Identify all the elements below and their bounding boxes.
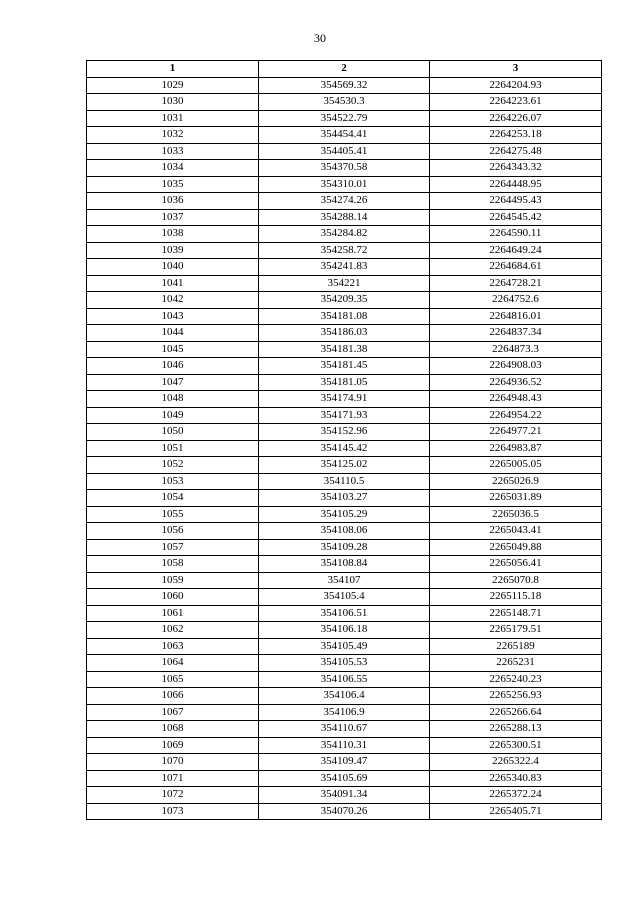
table-cell-col-1: 1043 (87, 308, 259, 325)
table-row (87, 226, 602, 243)
table-body (87, 77, 602, 820)
table-row (87, 490, 602, 507)
table-cell-col-1: 1035 (87, 176, 259, 193)
table-row (87, 622, 602, 639)
table-cell-col-3: 2265049.88 (430, 539, 602, 556)
table-row (87, 440, 602, 457)
table-cell-col-2: 354181.38 (259, 341, 430, 358)
table-cell-col-2: 354105.69 (259, 770, 430, 787)
table-cell-col-1: 1057 (87, 539, 259, 556)
table-cell-col-2: 354106.55 (259, 671, 430, 688)
table-cell-col-2: 354125.02 (259, 457, 430, 474)
table-cell-col-3: 2264752.6 (430, 292, 602, 309)
table-cell-col-3: 2264977.21 (430, 424, 602, 441)
table-cell-col-1: 1049 (87, 407, 259, 424)
table-cell-col-3: 2264908.03 (430, 358, 602, 375)
table-cell-col-2: 354241.83 (259, 259, 430, 276)
table-cell-col-3: 2265070.8 (430, 572, 602, 589)
table-cell-col-1: 1055 (87, 506, 259, 523)
table-cell-col-2: 354370.58 (259, 160, 430, 177)
table-row (87, 638, 602, 655)
table-cell-col-2: 354106.9 (259, 704, 430, 721)
table-cell-col-3: 2264253.18 (430, 127, 602, 144)
table-row (87, 457, 602, 474)
table-cell-col-3: 2264223.61 (430, 94, 602, 111)
table-cell-col-1: 1069 (87, 737, 259, 754)
table-cell-col-3: 2265026.9 (430, 473, 602, 490)
table-cell-col-1: 1051 (87, 440, 259, 457)
table-cell-col-1: 1062 (87, 622, 259, 639)
table-cell-col-1: 1045 (87, 341, 259, 358)
table-cell-col-1: 1047 (87, 374, 259, 391)
table-row (87, 193, 602, 210)
table-cell-col-2: 354569.32 (259, 77, 430, 94)
table-cell-col-1: 1070 (87, 754, 259, 771)
table-row (87, 374, 602, 391)
table-cell-col-1: 1067 (87, 704, 259, 721)
table-cell-col-1: 1058 (87, 556, 259, 573)
table-row (87, 556, 602, 573)
table-cell-col-2: 354110.5 (259, 473, 430, 490)
table-cell-col-1: 1056 (87, 523, 259, 540)
table-cell-col-3: 2264684.61 (430, 259, 602, 276)
table-cell-col-2: 354405.41 (259, 143, 430, 160)
table-row (87, 754, 602, 771)
table-cell-col-1: 1030 (87, 94, 259, 111)
table-cell-col-1: 1060 (87, 589, 259, 606)
table-cell-col-2: 354108.84 (259, 556, 430, 573)
table-cell-col-2: 354109.28 (259, 539, 430, 556)
table-row (87, 358, 602, 375)
table-row (87, 407, 602, 424)
table-cell-col-2: 354258.72 (259, 242, 430, 259)
table-cell-col-3: 2265372.24 (430, 787, 602, 804)
table-cell-col-1: 1031 (87, 110, 259, 127)
table-row (87, 506, 602, 523)
table-row (87, 803, 602, 820)
table-cell-col-1: 1041 (87, 275, 259, 292)
table-row (87, 539, 602, 556)
table-cell-col-2: 354174.91 (259, 391, 430, 408)
table-row (87, 94, 602, 111)
table-row (87, 176, 602, 193)
table-cell-col-2: 354181.05 (259, 374, 430, 391)
table-cell-col-1: 1064 (87, 655, 259, 672)
table-cell-col-3: 2265405.71 (430, 803, 602, 820)
table-cell-col-2: 354310.01 (259, 176, 430, 193)
table-cell-col-2: 354284.82 (259, 226, 430, 243)
table-cell-col-1: 1063 (87, 638, 259, 655)
table-cell-col-1: 1072 (87, 787, 259, 804)
table-cell-col-1: 1034 (87, 160, 259, 177)
table-cell-col-1: 1042 (87, 292, 259, 309)
table-cell-col-3: 2265266.64 (430, 704, 602, 721)
table-cell-col-1: 1053 (87, 473, 259, 490)
table-row (87, 292, 602, 309)
table-row (87, 688, 602, 705)
table-row (87, 704, 602, 721)
table-cell-col-2: 354152.96 (259, 424, 430, 441)
table-cell-col-3: 2265340.83 (430, 770, 602, 787)
table-cell-col-2: 354171.93 (259, 407, 430, 424)
table-row (87, 341, 602, 358)
table-cell-col-3: 2265322.4 (430, 754, 602, 771)
table-cell-col-3: 2264728.21 (430, 275, 602, 292)
table-cell-col-3: 2264275.48 (430, 143, 602, 160)
table-cell-col-2: 354110.31 (259, 737, 430, 754)
table-cell-col-3: 2264343.32 (430, 160, 602, 177)
page-number: 30 (314, 31, 326, 45)
table-cell-col-2: 354105.53 (259, 655, 430, 672)
table-row (87, 787, 602, 804)
table-row (87, 589, 602, 606)
table-cell-col-1: 1037 (87, 209, 259, 226)
table-cell-col-1: 1048 (87, 391, 259, 408)
table-cell-col-2: 354109.47 (259, 754, 430, 771)
table-cell-col-3: 2264948.43 (430, 391, 602, 408)
table-cell-col-3: 2264649.24 (430, 242, 602, 259)
table-cell-col-1: 1073 (87, 803, 259, 820)
table-row (87, 605, 602, 622)
table-cell-col-3: 2265240.23 (430, 671, 602, 688)
table-cell-col-2: 354106.18 (259, 622, 430, 639)
table-cell-col-3: 2264226.07 (430, 110, 602, 127)
table-cell-col-2: 354106.4 (259, 688, 430, 705)
table-cell-col-3: 2264936.52 (430, 374, 602, 391)
table-row (87, 160, 602, 177)
table-cell-col-3: 2265043.41 (430, 523, 602, 540)
table-cell-col-2: 354145.42 (259, 440, 430, 457)
table-row (87, 209, 602, 226)
table-cell-col-1: 1050 (87, 424, 259, 441)
table-row (87, 523, 602, 540)
table-cell-col-2: 354221 (259, 275, 430, 292)
table-cell-col-1: 1033 (87, 143, 259, 160)
table-cell-col-1: 1036 (87, 193, 259, 210)
table-cell-col-3: 2264590.11 (430, 226, 602, 243)
table-cell-col-3: 2265189 (430, 638, 602, 655)
table-cell-col-3: 2264837.34 (430, 325, 602, 342)
table-row (87, 308, 602, 325)
table-cell-col-3: 2265288.13 (430, 721, 602, 738)
table-row (87, 391, 602, 408)
column-header-3: 3 (430, 61, 602, 78)
table-row (87, 275, 602, 292)
table-row (87, 473, 602, 490)
table-header-row (87, 61, 602, 78)
table-cell-col-2: 354108.06 (259, 523, 430, 540)
table-cell-col-2: 354274.26 (259, 193, 430, 210)
table-cell-col-1: 1044 (87, 325, 259, 342)
table-cell-col-1: 1068 (87, 721, 259, 738)
table-row (87, 143, 602, 160)
table-cell-col-2: 354288.14 (259, 209, 430, 226)
table-cell-col-2: 354209.35 (259, 292, 430, 309)
table-cell-col-2: 354454.41 (259, 127, 430, 144)
table-cell-col-3: 2265005.05 (430, 457, 602, 474)
table-cell-col-3: 2264448.95 (430, 176, 602, 193)
table-cell-col-1: 1039 (87, 242, 259, 259)
table-cell-col-3: 2264204.93 (430, 77, 602, 94)
table-cell-col-3: 2265056.41 (430, 556, 602, 573)
table-cell-col-1: 1054 (87, 490, 259, 507)
table-row (87, 572, 602, 589)
table-cell-col-1: 1065 (87, 671, 259, 688)
table-cell-col-3: 2265256.93 (430, 688, 602, 705)
table-cell-col-1: 1059 (87, 572, 259, 589)
table-cell-col-2: 354181.08 (259, 308, 430, 325)
table-cell-col-2: 354106.51 (259, 605, 430, 622)
table-cell-col-2: 354107 (259, 572, 430, 589)
table-cell-col-2: 354110.67 (259, 721, 430, 738)
table-row (87, 770, 602, 787)
table-cell-col-1: 1029 (87, 77, 259, 94)
table-cell-col-1: 1052 (87, 457, 259, 474)
table-cell-col-3: 2264816.01 (430, 308, 602, 325)
table-cell-col-3: 2265031.89 (430, 490, 602, 507)
table-cell-col-3: 2264983.87 (430, 440, 602, 457)
column-header-1: 1 (87, 61, 259, 78)
table-cell-col-1: 1032 (87, 127, 259, 144)
coordinates-table (86, 60, 602, 820)
table-cell-col-2: 354103.27 (259, 490, 430, 507)
table-cell-col-3: 2265179.51 (430, 622, 602, 639)
table-row (87, 737, 602, 754)
table-cell-col-3: 2265036.5 (430, 506, 602, 523)
table-row (87, 671, 602, 688)
table-row (87, 242, 602, 259)
table-cell-col-3: 2265231 (430, 655, 602, 672)
table-cell-col-2: 354186.03 (259, 325, 430, 342)
table-cell-col-2: 354530.3 (259, 94, 430, 111)
table-row (87, 655, 602, 672)
table-row (87, 127, 602, 144)
table-cell-col-2: 354091.34 (259, 787, 430, 804)
table-row (87, 721, 602, 738)
table-row (87, 325, 602, 342)
table-cell-col-1: 1071 (87, 770, 259, 787)
table-cell-col-1: 1038 (87, 226, 259, 243)
table-cell-col-1: 1066 (87, 688, 259, 705)
table-cell-col-3: 2265300.51 (430, 737, 602, 754)
table-cell-col-3: 2264495.43 (430, 193, 602, 210)
table-cell-col-1: 1046 (87, 358, 259, 375)
table-cell-col-3: 2264545.42 (430, 209, 602, 226)
table-cell-col-2: 354105.49 (259, 638, 430, 655)
column-header-2: 2 (259, 61, 430, 78)
table-cell-col-2: 354105.29 (259, 506, 430, 523)
table-row (87, 110, 602, 127)
table-cell-col-1: 1040 (87, 259, 259, 276)
table-row (87, 424, 602, 441)
table-cell-col-3: 2264873.3 (430, 341, 602, 358)
table-cell-col-3: 2264954.22 (430, 407, 602, 424)
table-cell-col-3: 2265148.71 (430, 605, 602, 622)
table-row (87, 259, 602, 276)
table-cell-col-2: 354522.79 (259, 110, 430, 127)
table-cell-col-1: 1061 (87, 605, 259, 622)
table-cell-col-2: 354070.26 (259, 803, 430, 820)
table-cell-col-3: 2265115.18 (430, 589, 602, 606)
table-row (87, 77, 602, 94)
table-cell-col-2: 354105.4 (259, 589, 430, 606)
table-cell-col-2: 354181.45 (259, 358, 430, 375)
